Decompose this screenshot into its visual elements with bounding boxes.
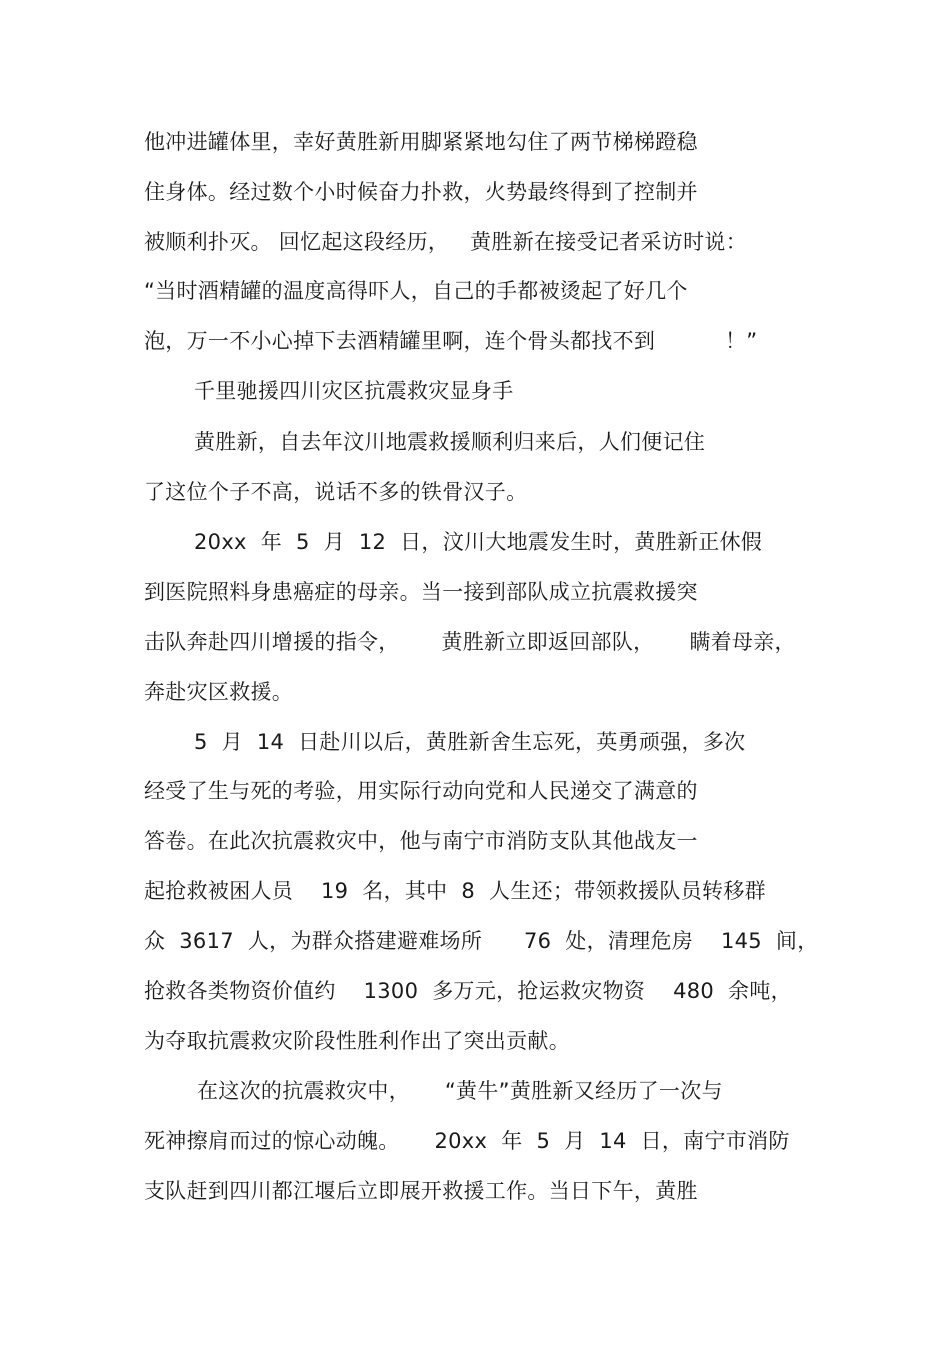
text-line: 击队奔赴四川增援的指令， 黄胜新立即返回部队， 瞒着母亲， xyxy=(144,630,796,654)
text-line: 黄胜新，自去年汶川地震救援顺利归来后，人们便记住 xyxy=(194,430,706,454)
text-line: 他冲进罐体里，幸好黄胜新用脚紧紧地勾住了两节梯梯蹬稳 xyxy=(144,130,698,154)
text-line: 经受了生与死的考验，用实际行动向党和人民递交了满意的 xyxy=(144,779,698,803)
text-line: 抢救各类物资价值约 1300 多万元，抢运救灾物资 480 余吨， xyxy=(144,979,792,1003)
text-line: 众 3617 人，为群众搭建避难场所 76 处，清理危房 145 间， xyxy=(144,929,819,953)
text-line: 5 月 14 日赴川以后，黄胜新舍生忘死，英勇顽强，多次 xyxy=(194,730,746,754)
text-line: “当时酒精罐的温度高得吓人，自己的手都被烫起了好几个 xyxy=(144,279,688,303)
section-heading: 千里驰援四川灾区抗震救灾显身手 xyxy=(194,379,514,403)
text-line: 支队赶到四川都江堰后立即展开救援工作。当日下午，黄胜 xyxy=(144,1179,698,1203)
text-line: 死神擦肩而过的惊心动魄。 20xx 年 5 月 14 日，南宁市消防 xyxy=(144,1129,790,1153)
text-line: 住身体。经过数个小时候奋力扑救，火势最终得到了控制并 xyxy=(144,180,698,204)
text-line: 奔赴灾区救援。 xyxy=(144,680,294,704)
text-line: 到医院照料身患癌症的母亲。当一接到部队成立抗震救援突 xyxy=(144,580,698,604)
text-line: 为夺取抗震救灾阶段性胜利作出了突出贡献。 xyxy=(144,1029,570,1053)
text-line: 了这位个子不高，说话不多的铁骨汉子。 xyxy=(144,480,528,504)
text-line: 在这次的抗震救灾中， “黄牛”黄胜新又经历了一次与 xyxy=(197,1079,723,1103)
text-line: 泡，万一不小心掉下去酒精罐里啊，连个骨头都找不到 ！” xyxy=(144,329,758,353)
text-line: 被顺利扑灭。 回忆起这段经历， 黄胜新在接受记者采访时说： xyxy=(144,230,747,254)
text-line: 答卷。在此次抗震救灾中，他与南宁市消防支队其他战友一 xyxy=(144,829,698,853)
text-line: 20xx 年 5 月 12 日，汶川大地震发生时，黄胜新正休假 xyxy=(194,530,763,554)
text-line: 起抢救被困人员 19 名，其中 8 人生还；带领救援队员转移群 xyxy=(144,879,766,903)
